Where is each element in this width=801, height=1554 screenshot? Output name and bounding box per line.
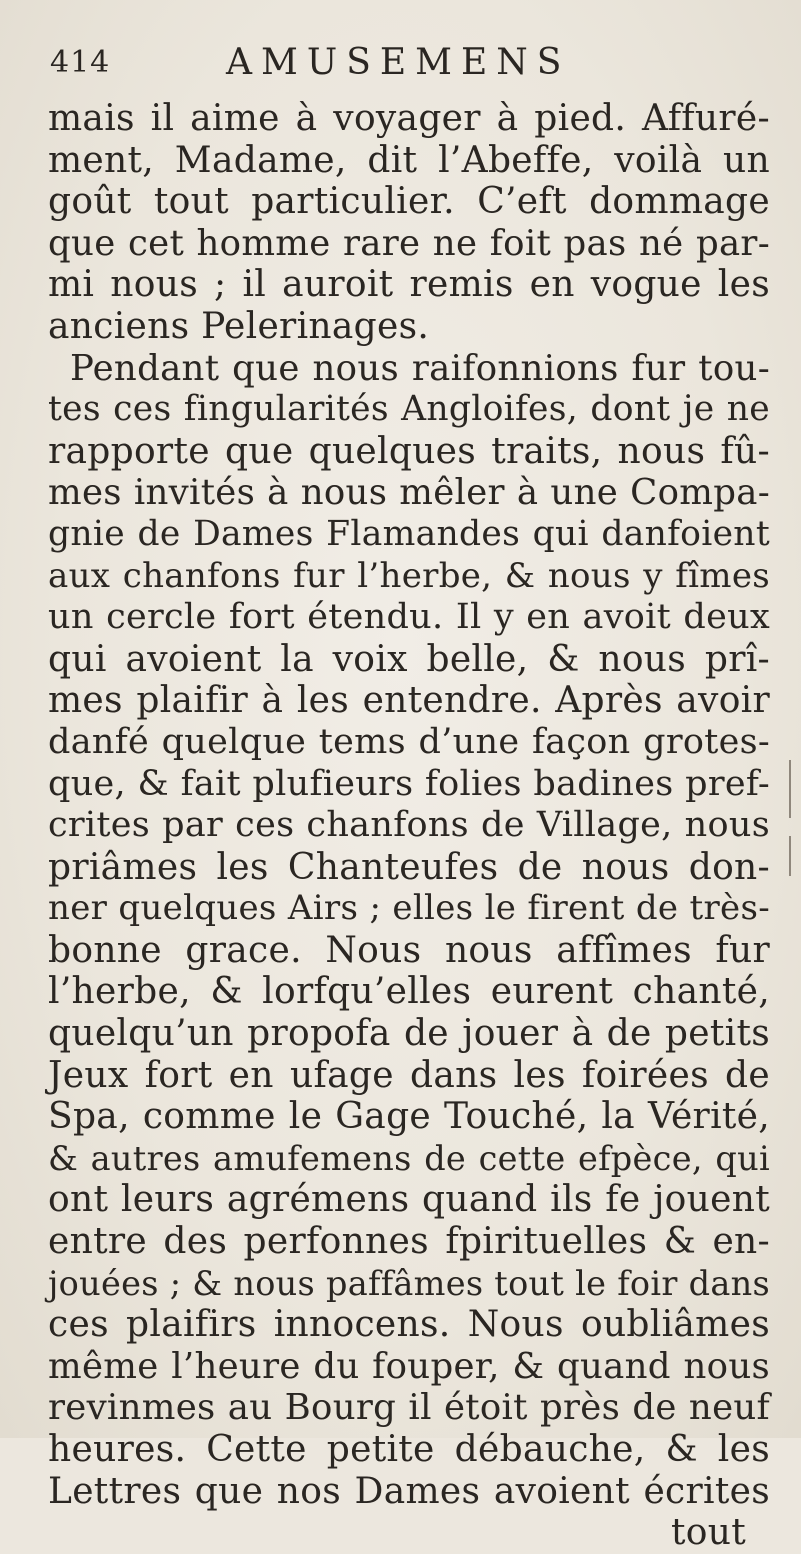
text-line: mais il aime à voyager à pied. Affuré- bbox=[48, 98, 770, 139]
text-line: mi nous ; il auroit remis en vogue les bbox=[48, 264, 770, 306]
text-line: Pendant que nous raifonnions fur tou- bbox=[70, 347, 770, 389]
text-line: mes invités à nous mêler à une Compa- bbox=[48, 472, 770, 514]
text-line: danfé quelque tems d’une façon grotes- bbox=[48, 721, 770, 762]
running-title: AMUSEMENS bbox=[226, 42, 571, 83]
page-number: 414 bbox=[50, 45, 111, 80]
text-line: un cercle fort étendu. Il y en avoit deux bbox=[48, 597, 770, 638]
text-line: Jeux fort en ufage dans les foirées de bbox=[48, 1054, 770, 1096]
catchword: tout bbox=[671, 1512, 746, 1554]
page-header bbox=[50, 38, 750, 88]
text-line: anciens Pelerinages. bbox=[48, 305, 430, 347]
text-line: priâmes les Chanteufes de nous don- bbox=[48, 846, 770, 888]
text-line: bonne grace. Nous nous affîmes fur bbox=[48, 929, 770, 971]
text-line: même l’heure du fouper, & quand nous bbox=[48, 1345, 770, 1387]
text-line: crites par ces chanfons de Village, nous bbox=[48, 805, 770, 846]
text-line: ner quelques Airs ; elles le firent de très- bbox=[48, 888, 770, 929]
text-line: ont leurs agrémens quand ils fe jouent bbox=[48, 1179, 770, 1221]
text-line: mes plaifir à les entendre. Après avoir bbox=[48, 680, 770, 722]
text-line: tes ces fingularités Angloifes, dont je ne bbox=[48, 389, 770, 430]
text-line: & autres amufemens de cette efpèce, qui bbox=[48, 1138, 770, 1178]
text-line: ment, Madame, dit l’Abeffe, voilà un bbox=[48, 139, 770, 181]
text-line: goût tout particulier. C’eft dommage bbox=[48, 181, 770, 223]
text-line: quelqu’un propofa de jouer à de petits bbox=[48, 1013, 770, 1055]
body-text bbox=[48, 98, 770, 1554]
text-line: que cet homme rare ne foit pas né par- bbox=[48, 222, 770, 264]
text-line: l’herbe, & lorfqu’elles eurent chanté, bbox=[48, 971, 770, 1013]
text-line: aux chanfons fur l’herbe, & nous y fîmes bbox=[48, 555, 770, 596]
text-line: Spa, comme le Gage Touché, la Vérité, bbox=[48, 1096, 770, 1138]
text-line: jouées ; & nous paffâmes tout le foir dans bbox=[48, 1263, 771, 1303]
text-line: gnie de Dames Flamandes qui danfoient bbox=[48, 513, 770, 554]
margin-rule bbox=[789, 836, 791, 876]
text-line: heures. Cette petite débauche, & les bbox=[48, 1429, 770, 1470]
text-line: revinmes au Bourg il étoit près de neuf bbox=[48, 1387, 770, 1429]
margin-rule bbox=[789, 760, 791, 818]
text-line: rapporte que quelques traits, nous fû- bbox=[48, 430, 770, 472]
text-line: entre des perfonnes fpirituelles & en- bbox=[48, 1221, 770, 1263]
text-line: qui avoient la voix belle, & nous prî- bbox=[48, 638, 770, 680]
text-line: que, & fait plufieurs folies badines pref- bbox=[48, 763, 770, 804]
text-line: Lettres que nos Dames avoient écrites bbox=[48, 1470, 770, 1512]
text-line: ces plaifirs innocens. Nous oubliâmes bbox=[48, 1304, 770, 1346]
